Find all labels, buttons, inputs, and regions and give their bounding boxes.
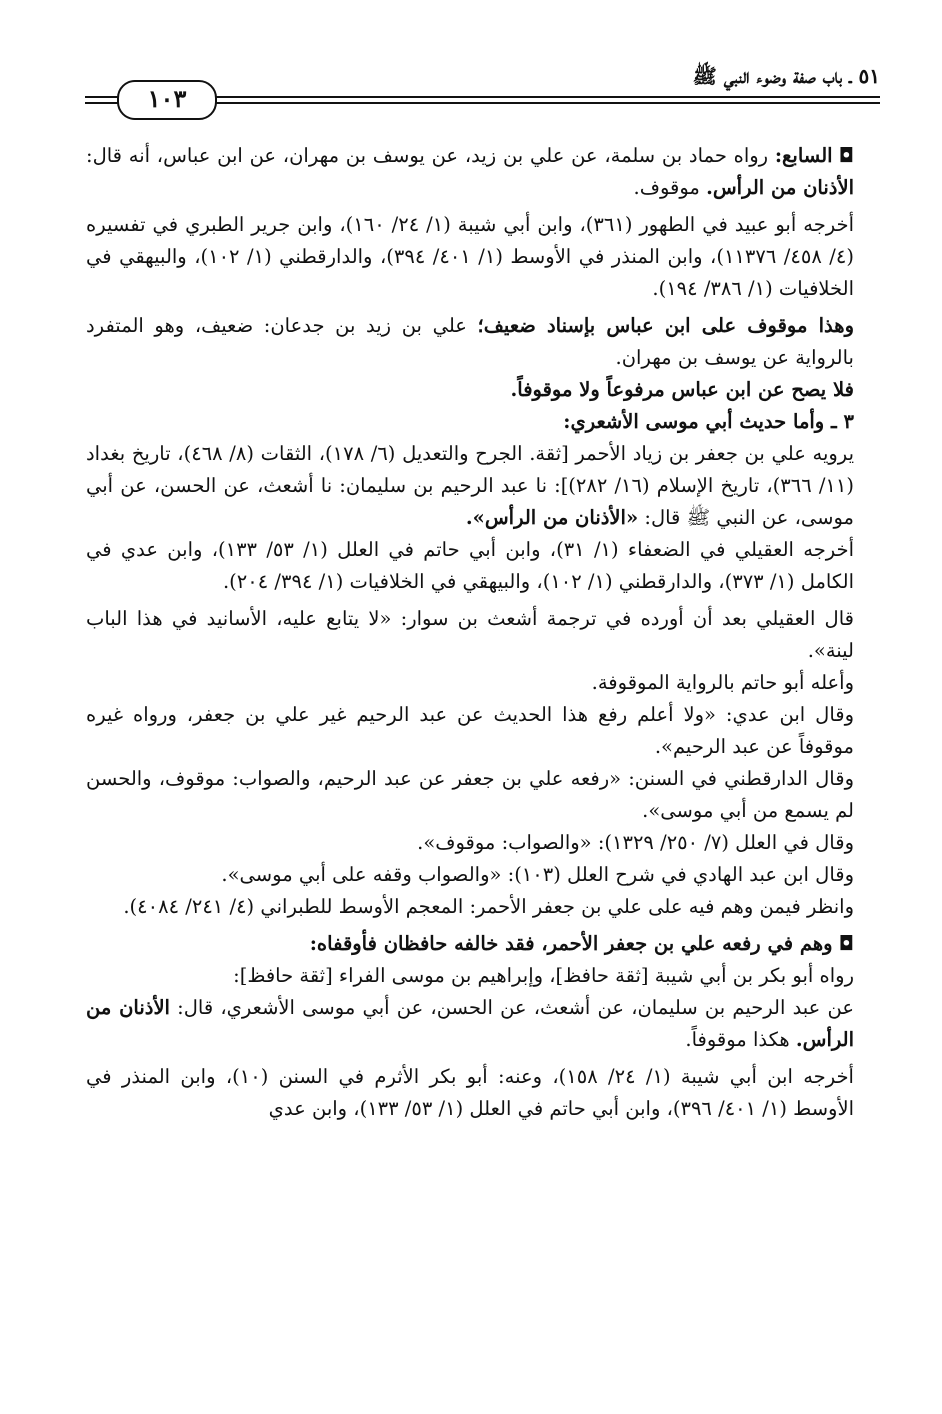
paragraph [86,140,880,204]
paragraph: وقال في العلل (٧/ ٢٥٠/ ١٣٢٩): «والصواب: موقوف». [417,831,854,854]
paragraph-text: رواه حماد بن سلمة، عن علي بن زيد، عن يوسف بن مهران، عن ابن عباس، أنه قال: [86,144,775,167]
paragraph: قال العقيلي بعد أن أورده في ترجمة أشعث بن سوار: «لا يتابع عليه، الأسانيد في هذا الباب لينة». [86,607,854,662]
paragraph-text: علي بن زيد بن جدعان: ضعيف، وهو المتفرد بالرواية عن يوسف بن مهران. [86,314,854,369]
paragraph: وقال ابن عدي: «ولا أعلم رفع هذا الحديث عن عبد الرحيم غير علي بن جعفر، ورواه غيره موقوفاً عن عبد الرحيم». [86,703,854,758]
quoted-text: الأذنان من الرأس. [706,176,854,199]
paragraph-lead: السابع: [774,144,833,167]
bullet-icon: ◘ [838,144,854,167]
paragraph-lead: وهذا موقوف على ابن عباس بإسناد ضعيف؛ [477,314,854,337]
running-title: ٥١ ـ باب صفة وضوء النبي ﷺ [692,64,880,88]
quoted-text: الأذنان من الرأس. [86,996,854,1051]
paragraph-lead: وهم في رفعه علي بن جعفر الأحمر، فقد خالفه حافظان فأوقفاه: [309,932,833,955]
paragraph: وانظر فيمن وهم فيه على علي بن جعفر الأحمر: المعجم الأوسط للطبراني (٤/ ٢٤١/ ٤٠٨٤). [123,895,854,918]
paragraph: أخرجه العقيلي في الضعفاء (١/ ٣١)، وابن أبي حاتم في العلل (١/ ٥٣/ ١٣٣)، وابن عدي في الكامل (١/ ٣٧٣)، والدارقطني (١/ ١٠٢)، والبيهقي في الخلافيات (١/ ٣٩٤/ ٢٠٤). [86,538,854,593]
page-header [85,58,880,128]
paragraph: وأعله أبو حاتم بالرواية الموقوفة. [591,671,854,694]
paragraph-text: موقوف. [633,176,707,199]
paragraph: رواه أبو بكر بن أبي شيبة [ثقة حافظ]، وإبراهيم بن موسى الفراء [ثقة حافظ]: [233,964,854,987]
paragraph: فلا يصح عن ابن عباس مرفوعاً ولا موقوفاً. [510,378,854,401]
page-number: ١٠٣ [117,80,217,120]
quoted-text: «الأذنان من الرأس». [465,506,639,529]
page-body [86,140,880,1125]
paragraph [86,992,880,1056]
paragraph-text: يرويه علي بن جعفر بن زياد الأحمر [ثقة. الجرح والتعديل (٦/ ١٧٨)، الثقات (٨/ ٤٦٨)، تاريخ بغداد (١١/ ٣٦٦)، تاريخ الإسلام (١٦/ ٢٨٢)]: نا عبد الرحيم بن سليمان: نا أشعث، عن الحسن، عن أبي موسى، عن النبي ﷺ قال: [86,442,854,529]
section-heading: ٣ ـ وأما حديث أبي موسى الأشعري: [563,410,854,433]
paragraph [86,928,880,960]
paragraph: وقال الدارقطني في السنن: «رفعه علي بن جعفر عن عبد الرحيم، والصواب: موقوف، والحسن لم يسمع من أبي موسى». [86,767,854,822]
paragraph [86,310,880,374]
paragraph-text: هكذا موقوفاً. [685,1028,796,1051]
paragraph: أخرجه ابن أبي شيبة (١/ ٢٤/ ١٥٨)، وعنه: أبو بكر الأثرم في السنن (١٠)، وابن المنذر في الأوسط (١/ ٤٠١/ ٣٩٦)، وابن أبي حاتم في العلل (١/ ٥٣/ ١٣٣)، وابن عدي [86,1065,854,1120]
paragraph-text: عن عبد الرحيم بن سليمان، عن أشعث، عن الحسن، عن أبي موسى الأشعري، قال: [169,996,854,1019]
paragraph [86,438,880,534]
paragraph: وقال ابن عبد الهادي في شرح العلل (١٠٣): «والصواب وقفه على أبي موسى». [221,863,854,886]
paragraph: أخرجه أبو عبيد في الطهور (٣٦١)، وابن أبي شيبة (١/ ٢٤/ ١٦٠)، وابن جرير الطبري في تفسيره (٤/ ٤٥٨/ ١١٣٧٦)، وابن المنذر في الأوسط (١/ ٤٠١/ ٣٩٤)، والدارقطني (١/ ١٠٢)، والبيهقي في الخلافيات (١/ ٣٨٦/ ١٩٤). [86,213,854,300]
bullet-icon: ◘ [838,932,854,955]
